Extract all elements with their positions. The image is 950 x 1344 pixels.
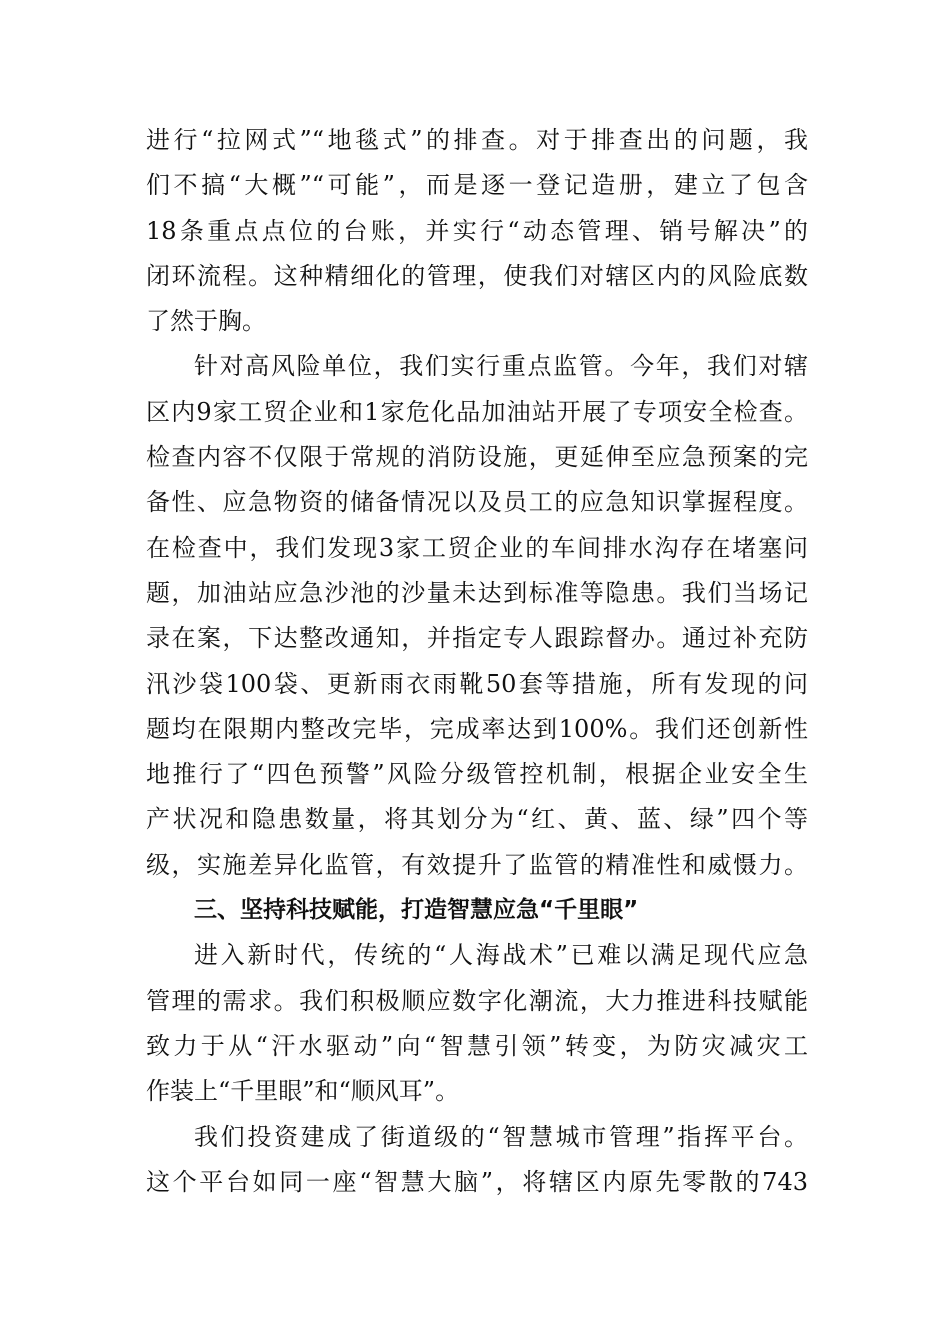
text-line: 产状况和隐患数量，将其划分为“红、黄、蓝、绿”四个等 [146, 805, 808, 834]
text-line: 这个平台如同一座“智慧大脑”，将辖区内原先零散的743 [146, 1167, 808, 1196]
paragraph-first-line: 进入新时代，传统的“人海战术”已难以满足现代应急 [194, 941, 808, 970]
text-line: 进行“拉网式”“地毯式”的排查。对于排查出的问题，我 [146, 126, 808, 154]
text-line: 致力于从“汗水驱动”向“智慧引领”转变，为防灾减灾工 [146, 1031, 808, 1060]
text-line: 了然于胸。 [146, 307, 266, 336]
text-line: 地推行了“四色预警”风险分级管控机制，根据企业安全生 [146, 760, 808, 789]
paragraph-first-line: 针对高风险单位，我们实行重点监管。今年，我们对辖 [194, 352, 808, 381]
text-line: 区内9家工贸企业和1家危化品加油站开展了专项安全检查。 [146, 397, 808, 426]
paragraph-first-line: 我们投资建成了街道级的“智慧城市管理”指挥平台。 [194, 1122, 808, 1151]
text-line: 管理的需求。我们积极顺应数字化潮流，大力推进科技赋能 [146, 986, 808, 1015]
text-line: 在检查中，我们发现3家工贸企业的车间排水沟存在堵塞问 [146, 533, 808, 562]
text-line: 级，实施差异化监管，有效提升了监管的精准性和威慑力。 [146, 850, 808, 879]
section-heading: 三、坚持科技赋能，打造智慧应急“千里眼” [194, 897, 639, 924]
text-line: 汛沙袋100袋、更新雨衣雨靴50套等措施，所有发现的问 [146, 669, 808, 698]
text-line: 题，加油站应急沙池的沙量未达到标准等隐患。我们当场记 [146, 578, 808, 607]
text-line: 作装上“千里眼”和“顺风耳”。 [146, 1077, 460, 1106]
text-line: 们不搞“大概”“可能”，而是逐一登记造册，建立了包含 [146, 171, 808, 200]
text-line: 闭环流程。这种精细化的管理，使我们对辖区内的风险底数 [146, 261, 808, 290]
text-line: 检查内容不仅限于常规的消防设施，更延伸至应急预案的完 [146, 443, 808, 472]
text-line: 18条重点点位的台账，并实行“动态管理、销号解决”的 [146, 216, 808, 245]
text-line: 录在案，下达整改通知，并指定专人跟踪督办。通过补充防 [146, 624, 808, 653]
document-body [146, 118, 808, 1205]
text-line: 备性、应急物资的储备情况以及员工的应急知识掌握程度。 [146, 488, 808, 517]
text-line: 题均在限期内整改完毕，完成率达到100%。我们还创新性 [146, 714, 808, 743]
